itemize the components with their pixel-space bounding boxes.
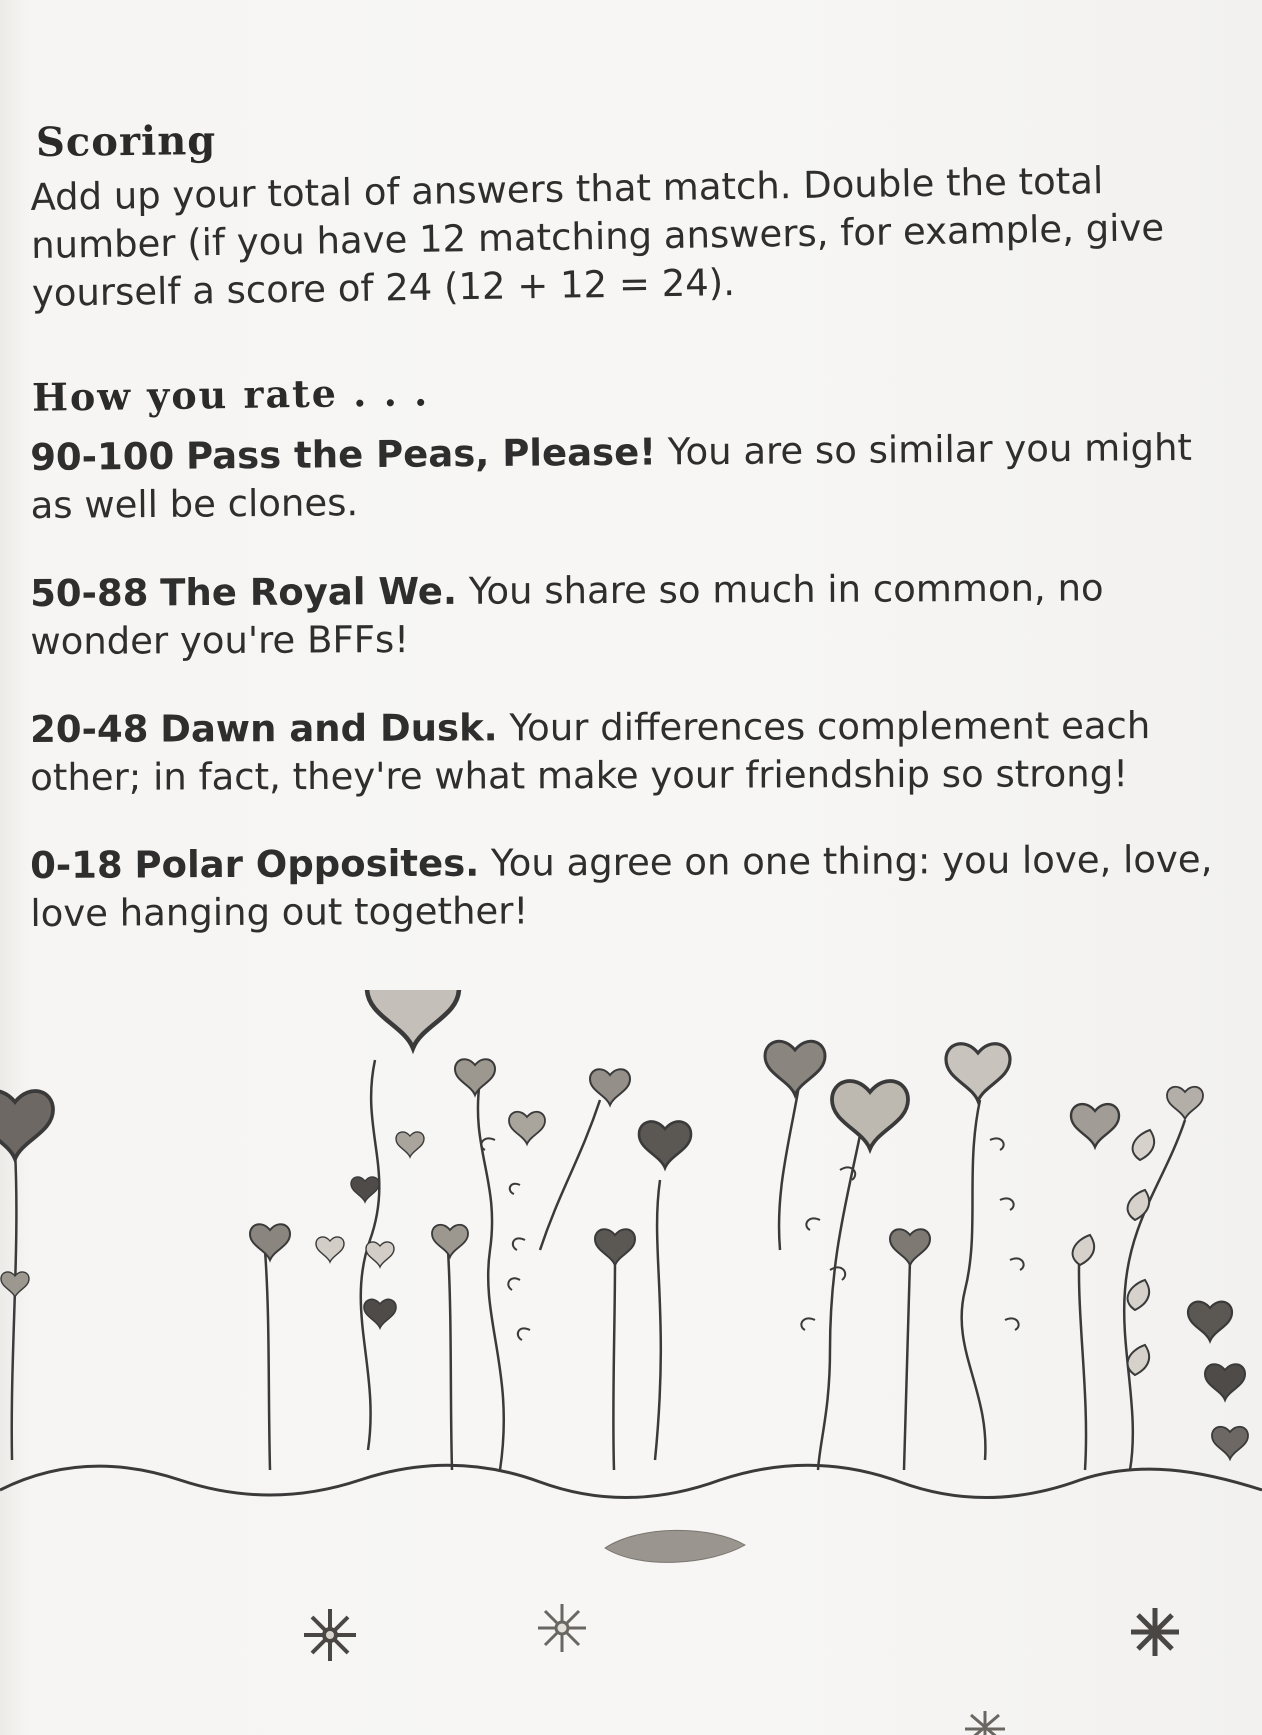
ground-line [0, 1465, 1262, 1497]
rating-item [30, 424, 1231, 530]
rating-range: 50-88 [30, 571, 149, 615]
rating-name: Dawn and Dusk. [160, 706, 498, 751]
flower-stems [12, 1060, 1185, 1470]
rating-description: You agree on one thing: you love, love, love hanging out together! [30, 837, 1213, 935]
ground-leaf [605, 1530, 745, 1562]
small-flowers [304, 1604, 1179, 1735]
rating-range: 20-48 [30, 707, 149, 751]
rating-name: Polar Opposites. [134, 841, 480, 887]
heart-blooms [0, 990, 1248, 1459]
rating-description: You share so much in common, no wonder you're BFFs! [30, 566, 1104, 663]
rating-name: Pass the Peas, Please! [185, 430, 657, 478]
rating-name: The Royal We. [160, 569, 458, 615]
rating-heading: How you rate . . . [31, 369, 430, 420]
scoring-instructions: Add up your total of answers that match. Double the total number (if you have 12 matching answers, for example, give yourself a score of 24 (12 + 12 = 24). [30, 159, 1165, 315]
scoring-heading: Scoring [35, 117, 217, 166]
rating-item [30, 702, 1230, 802]
rating-description: Your differences complement each other; in fact, they're what make your friendship so strong! [30, 704, 1151, 799]
rating-item [30, 836, 1230, 938]
rating-range: 90-100 [30, 434, 175, 479]
heart-garden-illustration [0, 990, 1262, 1735]
frilly-leaves [1073, 1130, 1155, 1375]
rating-item [30, 564, 1230, 666]
rating-range: 0-18 [30, 843, 123, 887]
rating-description: You are so similar you might as well be clones. [30, 425, 1193, 527]
tendrils [481, 1138, 1023, 1340]
